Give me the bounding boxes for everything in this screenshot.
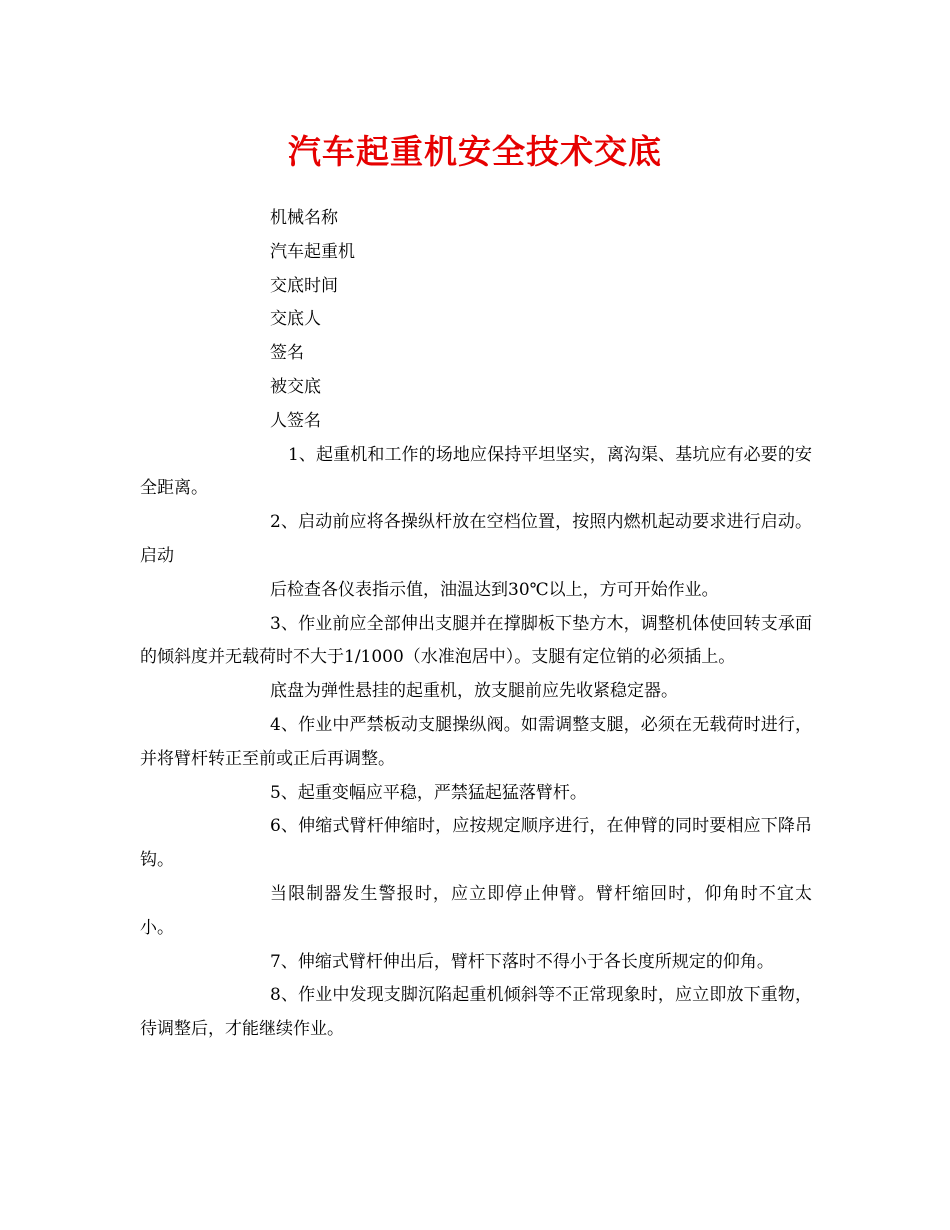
paragraph: 7、伸缩式臂杆伸出后，臂杆下落时不得小于各长度所规定的仰角。: [270, 951, 774, 972]
paragraph: 3、作业前应全部伸出支腿并在撑脚板下垫方木，调整机体使回转支承面的倾斜度并无载荷时不大于1/1000（水准泡居中）。支腿有定位销的必须插上。: [140, 613, 812, 668]
paragraph: 2、启动前应将各操纵杆放在空档位置，按照内燃机起动要求进行启动。启动: [140, 512, 812, 566]
document-title: 汽车起重机安全技术交底: [288, 132, 662, 171]
meta-line: 人签名: [270, 410, 321, 431]
meta-line: 交底人: [270, 309, 321, 330]
paragraph: 4、作业中严禁板动支腿操纵阀。如需调整支腿，必须在无载荷时进行，并将臂杆转正至前或正后再调整。: [140, 714, 812, 769]
meta-line: 被交底: [270, 376, 321, 397]
paragraph: 6、伸缩式臂杆伸缩时，应按规定顺序进行，在伸臂的同时要相应下降吊钩。: [140, 816, 812, 871]
meta-line: 机械名称: [270, 208, 338, 228]
meta-line: 签名: [270, 343, 304, 364]
meta-line: 汽车起重机: [270, 241, 355, 262]
paragraph: 1、起重机和工作的场地应保持平坦坚实，离沟渠、基坑应有必要的安全距离。: [140, 444, 812, 499]
paragraph: 后检查各仪表指示值，油温达到30℃以上，方可开始作业。: [270, 579, 719, 600]
document-body: [140, 202, 812, 1047]
paragraph: 当限制器发生警报时，应立即停止伸臂。臂杆缩回时，仰角时不宜太小。: [140, 883, 812, 938]
paragraph: 8、作业中发现支脚沉陷起重机倾斜等不正常现象时，应立即放下重物，待调整后，才能继续作业。: [140, 985, 812, 1040]
paragraph: 底盘为弹性悬挂的起重机，放支腿前应先收紧稳定器。: [270, 681, 678, 702]
meta-line: 交底时间: [270, 275, 338, 296]
paragraph: 5、起重变幅应平稳，严禁猛起猛落臂杆。: [270, 782, 587, 803]
